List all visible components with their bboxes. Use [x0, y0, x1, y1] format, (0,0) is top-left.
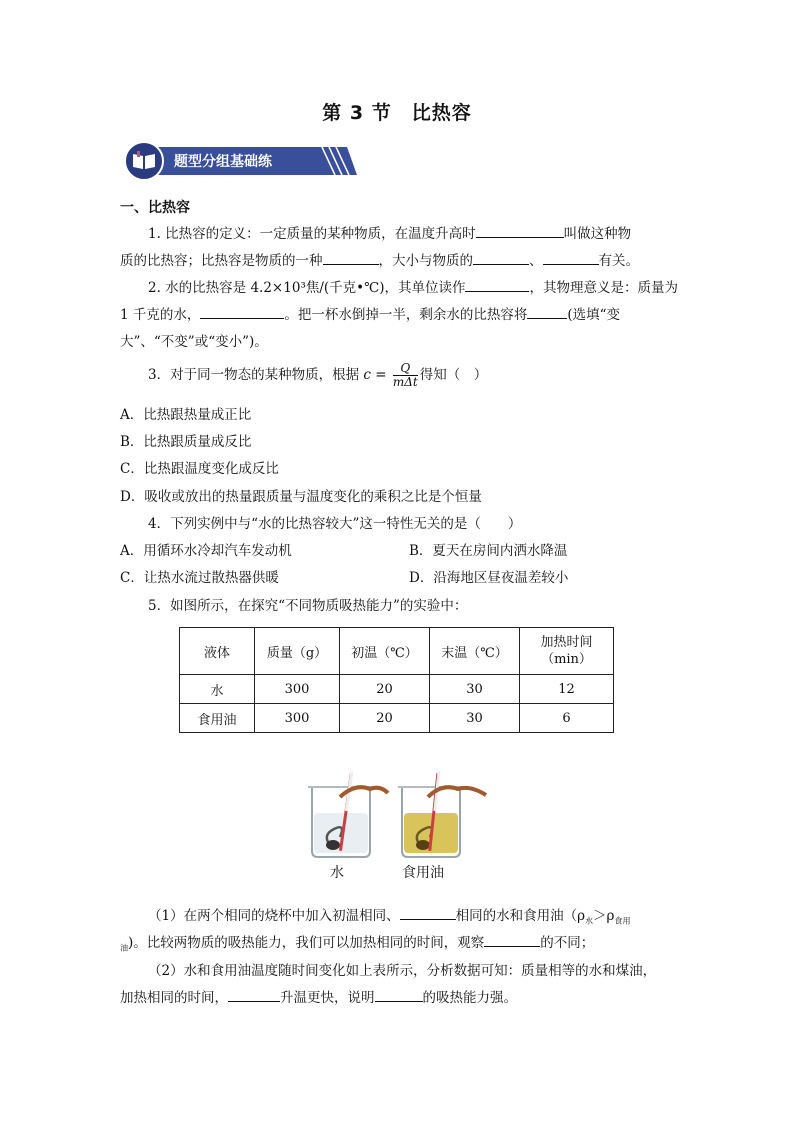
- figure-label-oil: 食用油: [402, 865, 444, 881]
- formula-fraction: [393, 362, 418, 389]
- q1-text-a: 1. 比热容的定义：一定质量的某种物质，在温度升高时: [148, 226, 476, 242]
- q1-text-d: ，大小与物质的: [378, 253, 473, 269]
- table-header-cell: 液体: [180, 628, 255, 675]
- table-header-cell: [520, 628, 614, 675]
- q2-text-b: ，其物理意义是：质量为: [529, 280, 678, 296]
- table-row: [180, 704, 614, 733]
- q4-stem: 4．下列实例中与“水的比热容较大”这一特性无关的是（ ）: [148, 516, 522, 532]
- q5-sub1-text-d: )。比较两物质的吸热能力，我们可以加热相同的时间，观察: [128, 935, 485, 951]
- q4-option-a[interactable]: A．用循环水冷却汽车发动机: [120, 543, 292, 559]
- q5-sub2-line2: [120, 986, 517, 1006]
- q2-blank-3[interactable]: [527, 306, 567, 319]
- q3-option-a[interactable]: A．比热跟热量成正比: [120, 407, 252, 423]
- q1-line2: [120, 249, 639, 269]
- q1-blank-3[interactable]: [473, 252, 529, 265]
- table-header-cell: 质量（g）: [255, 628, 340, 675]
- q2-text-e: (选填“变: [567, 307, 621, 323]
- q5-sub2-text-a: 加热相同的时间，: [120, 990, 228, 1006]
- q3-option-c[interactable]: C．比热跟温度变化成反比: [120, 461, 279, 477]
- table-header-row: [180, 628, 614, 675]
- q1-text-f: 有关。: [598, 253, 639, 269]
- q5-sub1-text-b: 相同的水和食用油（ρ: [455, 908, 586, 924]
- q3-option-d[interactable]: D．吸收或放出的热量跟质量与温度变化的乘积之比是个恒量: [120, 489, 482, 505]
- q2-text-c: 1 千克的水，: [120, 307, 201, 323]
- section-heading: 一、比热容: [120, 200, 190, 216]
- q1-text-e: 、: [529, 253, 543, 269]
- rho-water-sub: 水: [585, 916, 594, 926]
- formula-denominator: mΔt: [392, 375, 418, 389]
- q5-sub2-line1: （2）水和食用油温度随时间变化如上表所示，分析数据可知：质量相等的水和煤油，: [148, 963, 657, 979]
- table-cell: 水: [180, 675, 255, 704]
- table-cell: 20: [340, 704, 430, 733]
- q5-blank-1[interactable]: [400, 907, 456, 920]
- q4-option-c[interactable]: C．让热水流过散热器供暖: [120, 570, 279, 586]
- q1-blank-1[interactable]: [476, 225, 564, 238]
- q5-blank-2[interactable]: [484, 934, 540, 947]
- beaker-illustration: [300, 765, 500, 860]
- water-beaker: [308, 771, 388, 857]
- q2-blank-2[interactable]: [200, 306, 284, 319]
- table-cell: 食用油: [180, 704, 255, 733]
- q5-sub2-text-b: 升温更快，说明: [280, 990, 375, 1006]
- data-table: [179, 627, 614, 733]
- q5-blank-3[interactable]: [228, 989, 280, 1002]
- q2-text-d: 。把一杯水倒掉一半，剩余水的比热容将: [284, 307, 528, 323]
- q4-option-b[interactable]: B．夏天在房间内洒水降温: [409, 543, 568, 559]
- table-header-line1: 加热时间: [540, 635, 593, 650]
- table-cell: 6: [520, 704, 614, 733]
- q2-blank-1[interactable]: [465, 279, 529, 292]
- rho-oil-sub: 食用: [614, 916, 631, 926]
- table-cell: 300: [255, 704, 340, 733]
- section-banner: [122, 141, 362, 181]
- oil-beaker: [398, 771, 486, 857]
- q2-line1: [148, 276, 678, 296]
- q5-sub1-text-e: 的不同；: [540, 935, 595, 951]
- table-cell: 20: [340, 675, 430, 704]
- q5-sub1-line2: [120, 931, 594, 954]
- q3-text-a: 3．对于同一物态的某种物质，根据: [148, 367, 360, 383]
- q2-line2: [120, 303, 620, 323]
- q3-stem: [148, 362, 487, 389]
- page-title: 第 3 节 比热容: [322, 102, 472, 124]
- q1-text-b: 叫做这种物: [563, 226, 632, 242]
- table-header-line2: （min）: [541, 652, 592, 667]
- q1-line1: [148, 222, 631, 242]
- q3-option-b[interactable]: B．比热跟质量成反比: [120, 434, 252, 450]
- q1-blank-4[interactable]: [543, 252, 599, 265]
- table-cell: 300: [255, 675, 340, 704]
- q2-line3: 大”、“不变”或“变小”)。: [120, 334, 268, 350]
- table-row: [180, 675, 614, 704]
- table-header-cell: 末温（℃）: [430, 628, 520, 675]
- q3-text-b: 得知（ ）: [419, 367, 488, 383]
- q5-sub1-text-c: ＞ρ: [593, 908, 615, 924]
- q5-blank-4[interactable]: [375, 989, 423, 1002]
- q5-sub1-line1: [148, 904, 630, 927]
- q2-text-a: 2. 水的比热容是 4.2×10³焦/(千克•℃)，其单位读作: [148, 280, 466, 296]
- banner-text: 题型分组基础练: [174, 154, 272, 170]
- table-cell: 30: [430, 675, 520, 704]
- q5-stem: 5．如图所示，在探究“不同物质吸热能力”的实验中：: [148, 598, 468, 614]
- q5-sub1-text-a: （1）在两个相同的烧杯中加入初温相同、: [148, 908, 400, 924]
- q1-blank-2[interactable]: [323, 252, 379, 265]
- figure-label-water: 水: [330, 865, 344, 881]
- beaker-figure: [300, 765, 500, 860]
- q5-sub2-text-c: 的吸热能力强。: [422, 990, 517, 1006]
- q4-option-d[interactable]: D．沿海地区昼夜温差较小: [409, 570, 569, 586]
- q1-text-c: 质的比热容；比热容是物质的一种: [120, 253, 323, 269]
- formula-lhs: c =: [363, 367, 387, 383]
- table-header-cell: 初温（℃）: [340, 628, 430, 675]
- formula-numerator: Q: [393, 362, 418, 376]
- rho-oil-sub-2: 油: [120, 943, 128, 953]
- table-cell: 12: [520, 675, 614, 704]
- table-cell: 30: [430, 704, 520, 733]
